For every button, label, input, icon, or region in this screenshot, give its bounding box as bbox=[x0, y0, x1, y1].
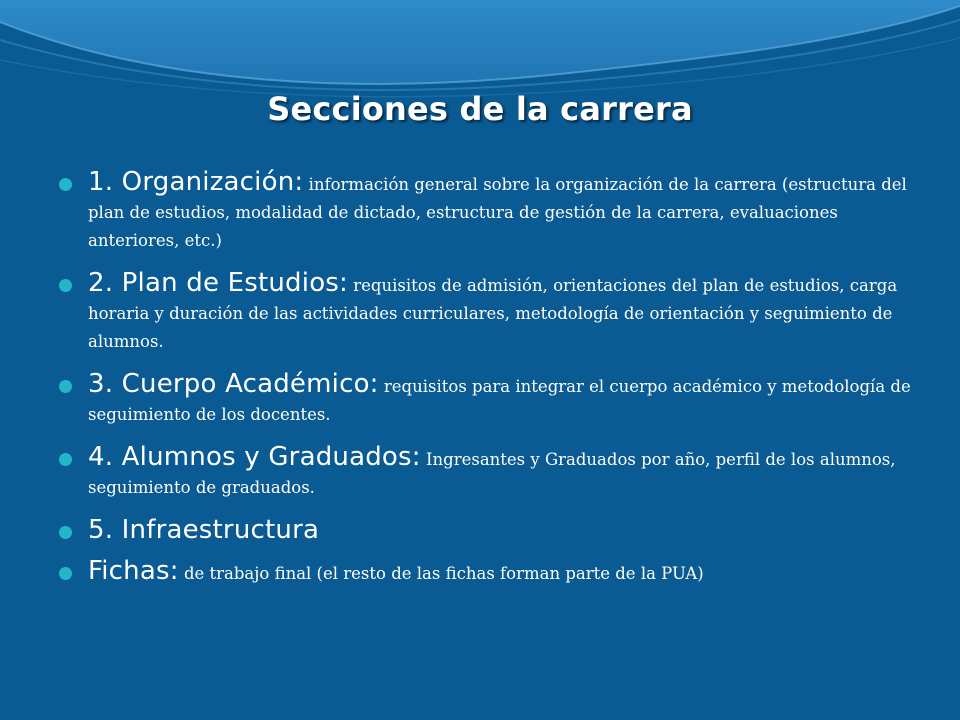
bullet-icon bbox=[59, 453, 72, 466]
bullet-icon bbox=[59, 526, 72, 539]
list-item-plan-de-estudios bbox=[88, 269, 918, 356]
bullet-detail: requisitos de admisión, orientaciones del plan de estudios, carga horaria y duración de las actividades curriculares, metodología de orientación y seguimiento de alumnos. bbox=[88, 276, 898, 351]
slide-title: Secciones de la carrera bbox=[267, 90, 693, 128]
list-item-fichas bbox=[88, 557, 918, 588]
bullet-list bbox=[88, 168, 918, 602]
bullet-heading: 2. Plan de Estudios: bbox=[88, 268, 349, 298]
bullet-icon bbox=[59, 567, 72, 580]
bullet-icon bbox=[59, 380, 72, 393]
list-item-infraestructura bbox=[88, 516, 918, 547]
bullet-icon bbox=[59, 279, 72, 292]
bullet-detail: Ingresantes y Graduados por año, perfil de los alumnos, seguimiento de graduados. bbox=[88, 450, 896, 497]
list-item-cuerpo-academico bbox=[88, 370, 918, 429]
list-item-organizacion bbox=[88, 168, 918, 255]
bullet-heading: 3. Cuerpo Académico: bbox=[88, 369, 379, 399]
bullet-heading: 4. Alumnos y Graduados: bbox=[88, 442, 421, 472]
bullet-heading: Fichas: bbox=[88, 556, 179, 586]
bullet-heading: 5. Infraestructura bbox=[88, 515, 320, 545]
bullet-detail: información general sobre la organización de la carrera (estructura del plan de estudios, modalidad de dictado, estructura de gestión de la carrera, evaluaciones anteriores, etc.) bbox=[88, 175, 907, 250]
list-item-alumnos-y-graduados bbox=[88, 443, 918, 502]
bullet-detail: requisitos para integrar el cuerpo académico y metodología de seguimiento de los docentes. bbox=[88, 377, 911, 424]
bullet-heading: 1. Organización: bbox=[88, 167, 304, 197]
bullet-detail: de trabajo final (el resto de las fichas forman parte de la PUA) bbox=[178, 564, 704, 583]
bullet-icon bbox=[59, 178, 72, 191]
